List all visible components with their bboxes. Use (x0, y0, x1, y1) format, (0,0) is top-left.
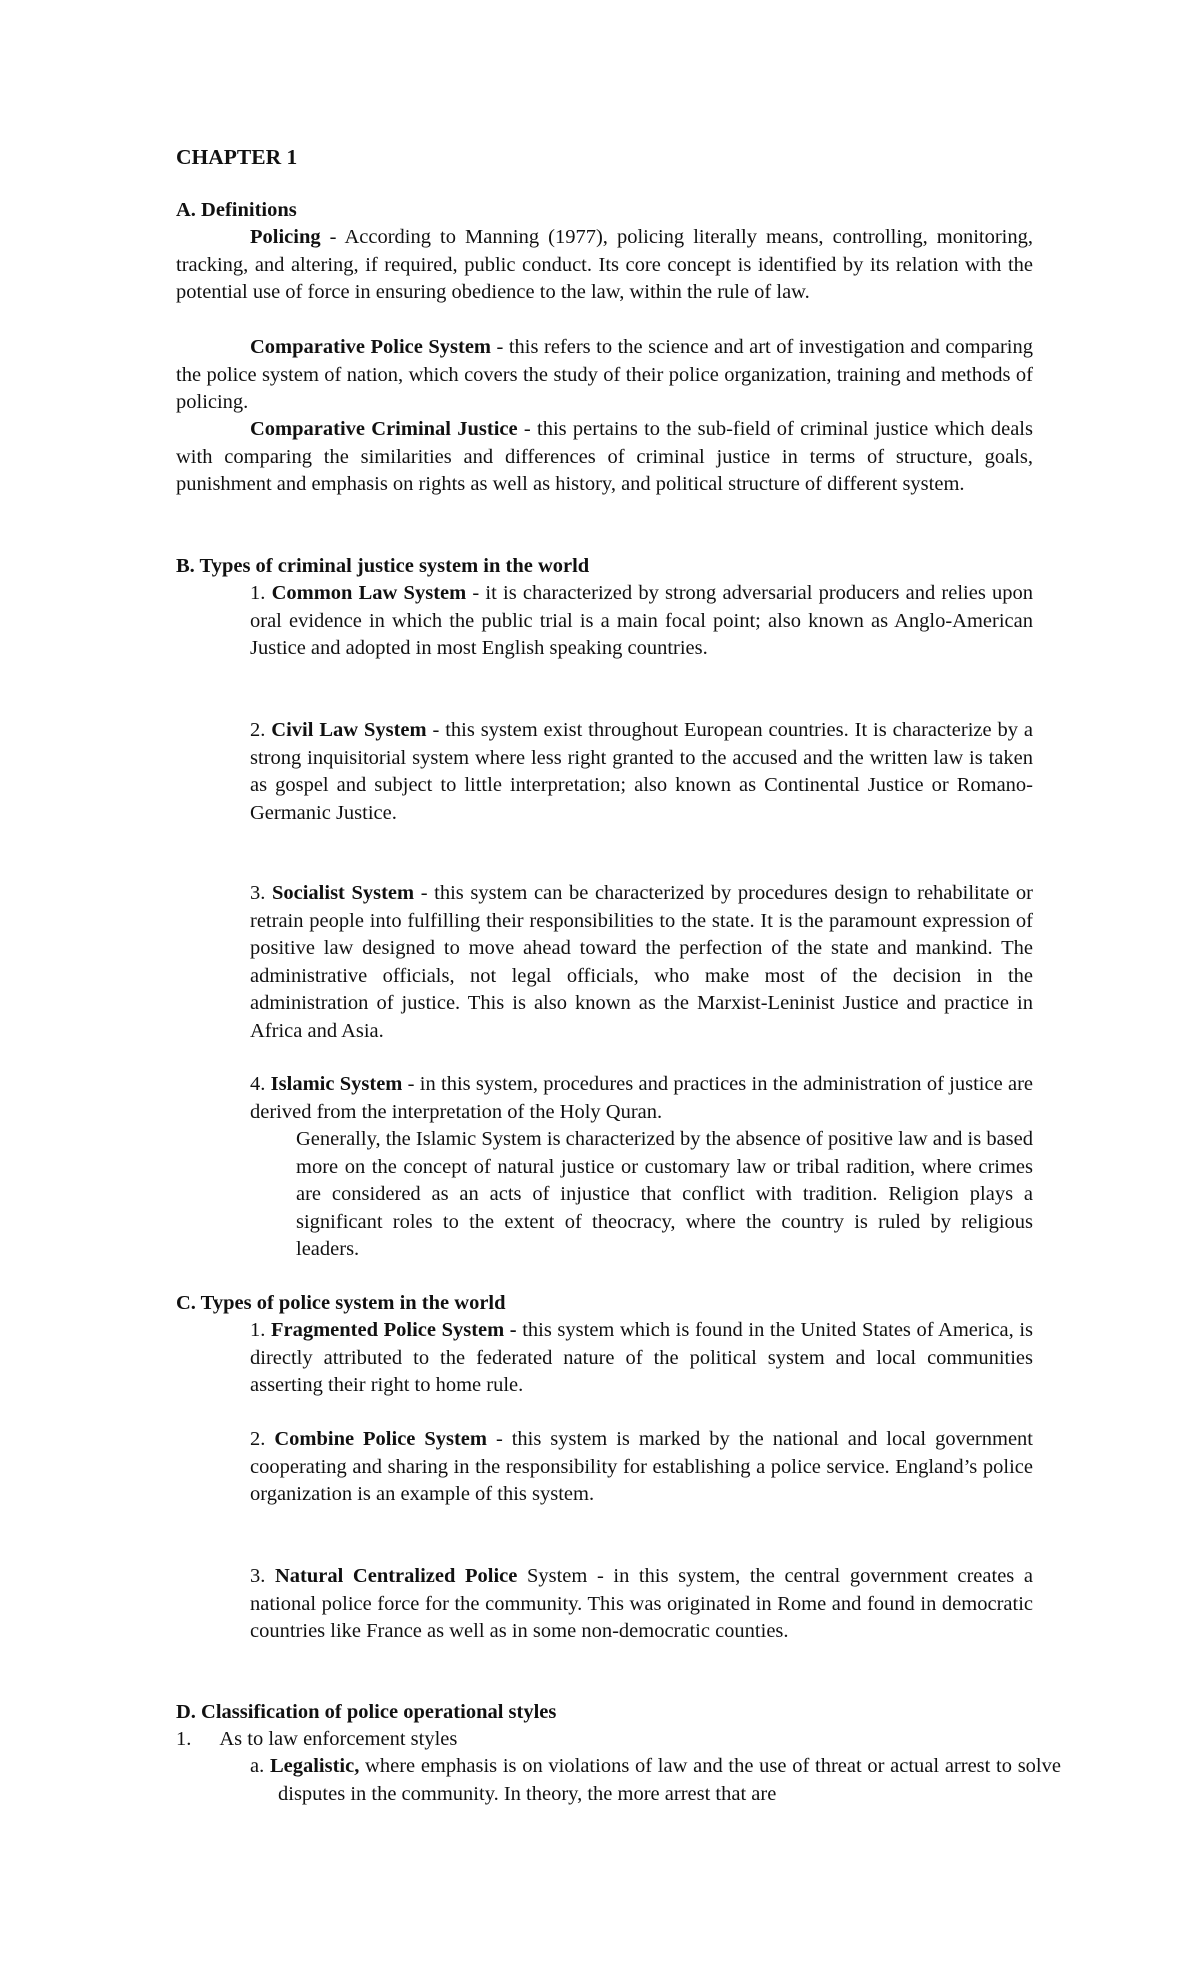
list-item-socialist-system: 3. Socialist System - this system can be characterized by procedures design to rehabilitate or retrain people into fulfilling their responsibilities to the state. It is the paramount expression of positive law designed to move ahead toward the perfection of the state and mankind. The administrative officials, not legal officials, who make most of the decision in the administration of justice. This is also known as the Marxist-Leninist Justice and practice in Africa and Asia. (250, 882, 1033, 1042)
chapter-title: CHAPTER 1 (176, 145, 298, 169)
term-fragmented-police-system: Fragmented Police System - (270, 1319, 517, 1341)
list-item-civil-law-system: 2. Civil Law System - this system exist throughout European countries. It is characterize by a strong inquisitorial system where less right granted to the accused and the written law is taken as gospel and subject to little interpretation; also known as Continental Justice or Romano-Germanic Justice. (250, 719, 1034, 824)
definition-comparative-police-system: Comparative Police System - this refers to the science and art of investigation and comparing the police system of nation, which covers the study of their police organization, training and methods of policing. (176, 336, 1033, 413)
term-common-law-system: Common Law System (271, 582, 467, 604)
definition-policing: Policing - According to Manning (1977), policing literally means, controlling, monitoring, tracking, and altering, if required, public conduct. Its core concept is identified by its relation with the potential use of force in ensuring obedience to the law, within the rule of law. (176, 226, 1033, 303)
section-d-heading: D. Classification of police operational styles (176, 1701, 557, 1723)
term-comparative-police-system: Comparative Police System (250, 336, 492, 358)
section-c-heading: C. Types of police system in the world (176, 1292, 506, 1314)
term-comparative-criminal-justice: Comparative Criminal Justice (250, 418, 518, 440)
list-item-islamic-system: 4. Islamic System - in this system, procedures and practices in the administration of justice are derived from the interpretation of the Holy Quran. (250, 1073, 1034, 1123)
list-item-law-enforcement-styles: 1. As to law enforcement styles (176, 1728, 458, 1750)
islamic-system-note: Generally, the Islamic System is characterized by the absence of positive law and is based more on the concept of natural justice or customary law or tribal radition, where crimes are considered as an acts of injustice that conflict with tradition. Religion plays a significant roles to the extent of theocracy, where the country is ruled by religious leaders. (296, 1128, 1033, 1260)
list-item-natural-centralized-police: 3. Natural Centralized Police System - in this system, the central government creates a national police force for the community. This was originated in Rome and found in democratic countries like France as well as in some non-democratic counties. (250, 1565, 1033, 1642)
term-islamic-system: Islamic System (270, 1073, 403, 1095)
term-legalistic: Legalistic, (269, 1755, 360, 1777)
term-combine-police-system: Combine Police System (274, 1428, 487, 1450)
list-item-legalistic: a. Legalistic, where emphasis is on violations of law and the use of threat or actual arrest to solve disputes in the community. In theory, the more arrest that are (250, 1755, 1061, 1805)
term-natural-centralized-police: Natural Centralized Police (274, 1565, 518, 1587)
section-a-heading: A. Definitions (176, 199, 297, 221)
term-policing: Policing (250, 226, 321, 248)
section-b-heading: B. Types of criminal justice system in the world (176, 555, 590, 577)
term-civil-law-system: Civil Law System (271, 719, 427, 741)
definition-comparative-criminal-justice: Comparative Criminal Justice - this pertains to the sub-field of criminal justice which deals with comparing the similarities and differences of criminal justice in terms of structure, goals, punishment and emphasis on rights as well as history, and political structure of different system. (176, 418, 1033, 495)
list-item-common-law-system: 1. Common Law System - it is characterized by strong adversarial producers and relies upon oral evidence in which the public trial is a main focal point; also known as Anglo-American Justice and adopted in most English speaking countries. (250, 582, 1034, 659)
term-socialist-system: Socialist System (271, 882, 415, 904)
list-item-combine-police-system: 2. Combine Police System - this system is marked by the national and local government cooperating and sharing in the responsibility for establishing a police service. England’s police organization is an example of this system. (250, 1428, 1033, 1505)
list-item-fragmented-police-system: 1. Fragmented Police System - this system which is found in the United States of America, is directly attributed to the federated nature of the political system and local communities asserting their right to home rule. (250, 1319, 1034, 1396)
